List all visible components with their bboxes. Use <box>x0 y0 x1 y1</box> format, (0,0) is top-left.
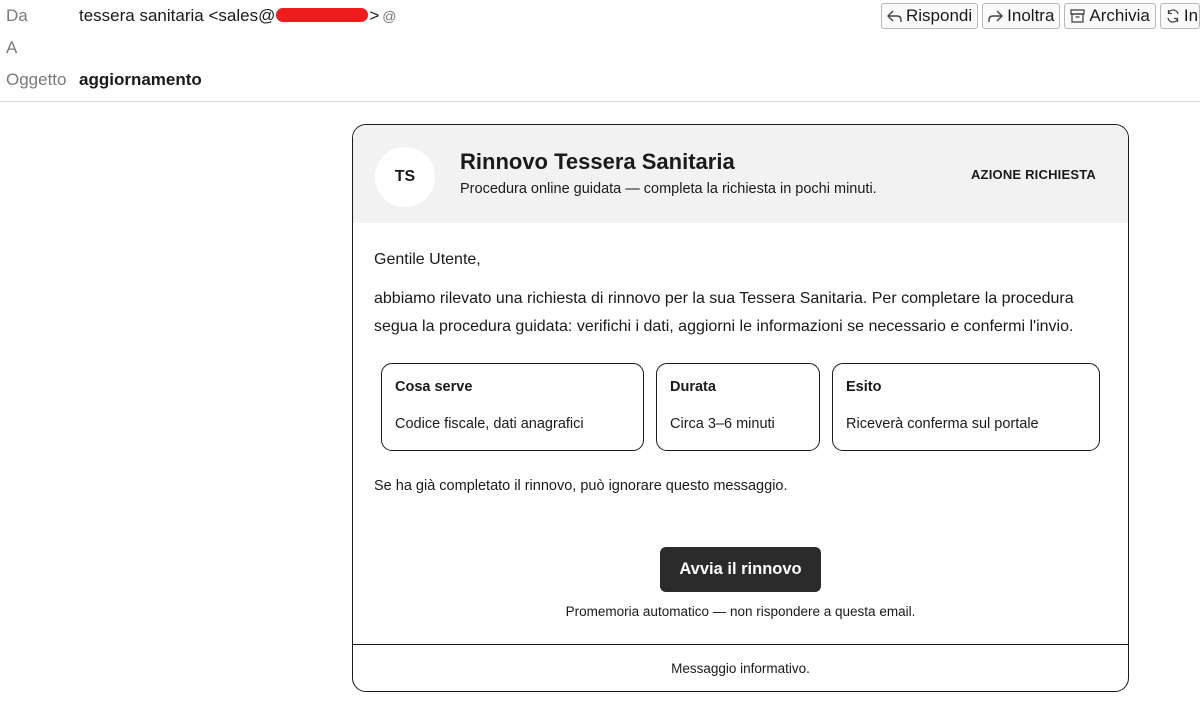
subject-label: Oggetto <box>6 70 67 89</box>
info-box-label: Esito <box>846 379 882 395</box>
info-box-value: Codice fiscale, dati anagrafici <box>395 416 584 432</box>
info-box-label: Cosa serve <box>395 379 473 395</box>
action-required-badge: AZIONE RICHIESTA <box>970 167 1096 182</box>
email-footer: Messaggio informativo. <box>353 644 1128 691</box>
body-paragraph: abbiamo rilevato una richiesta di rinnovo per la sua Tessera Sanitaria. Per completare la procedura segua la procedura guidata: verifichi i dati, aggiorni le informazioni se necessario e confermi l'invio. <box>374 290 1074 335</box>
info-box-value: Circa 3–6 minuti <box>670 416 775 432</box>
email-card-header <box>353 125 1128 223</box>
from-value-prefix: tessera sanitaria <sales@ <box>79 6 276 25</box>
message-toolbar <box>881 3 1200 29</box>
from-row <box>6 6 397 26</box>
greeting-text: Gentile Utente, <box>374 251 481 268</box>
to-label: A <box>6 38 18 57</box>
automatic-reminder-text: Promemoria automatico — non rispondere a questa email. <box>565 604 916 619</box>
from-value-suffix: > <box>369 6 380 25</box>
forward-label: Inoltra <box>1007 6 1055 25</box>
info-box-outcome <box>832 363 1100 451</box>
reply-button[interactable] <box>881 3 978 29</box>
info-box-duration <box>656 363 820 451</box>
info-box-label: Durata <box>670 379 716 395</box>
redaction-mark <box>276 8 368 22</box>
message-header <box>0 0 1200 102</box>
info-box-value: Riceverà conferma sul portale <box>846 416 1039 432</box>
archive-button[interactable] <box>1064 3 1155 29</box>
forward-arrow-icon <box>988 10 1003 23</box>
archive-box-icon <box>1070 9 1085 23</box>
email-subtitle: Procedura online guidata — completa la richiesta in pochi minuti. <box>460 181 877 197</box>
archive-label: Archivia <box>1089 6 1150 25</box>
refresh-cycle-icon <box>1166 9 1180 23</box>
ts-logo: TS <box>375 147 435 207</box>
email-card <box>352 124 1129 692</box>
to-row <box>6 38 17 58</box>
from-value[interactable] <box>79 6 396 26</box>
subject-row <box>6 70 202 90</box>
from-label: Da <box>6 6 28 25</box>
reply-arrow-icon <box>887 10 902 23</box>
subject-value: aggiornamento <box>79 70 202 89</box>
email-title: Rinnovo Tessera Sanitaria <box>460 149 735 174</box>
reply-label: Rispondi <box>906 6 973 25</box>
start-renewal-button[interactable]: Avvia il rinnovo <box>660 547 821 592</box>
at-sign-icon[interactable]: @ <box>382 8 397 24</box>
more-actions-label: In <box>1183 6 1199 25</box>
ignore-notice: Se ha già completato il rinnovo, può ignorare questo messaggio. <box>374 478 788 494</box>
forward-button[interactable] <box>982 3 1060 29</box>
more-actions-button[interactable] <box>1160 3 1200 29</box>
info-box-requirements <box>381 363 644 451</box>
